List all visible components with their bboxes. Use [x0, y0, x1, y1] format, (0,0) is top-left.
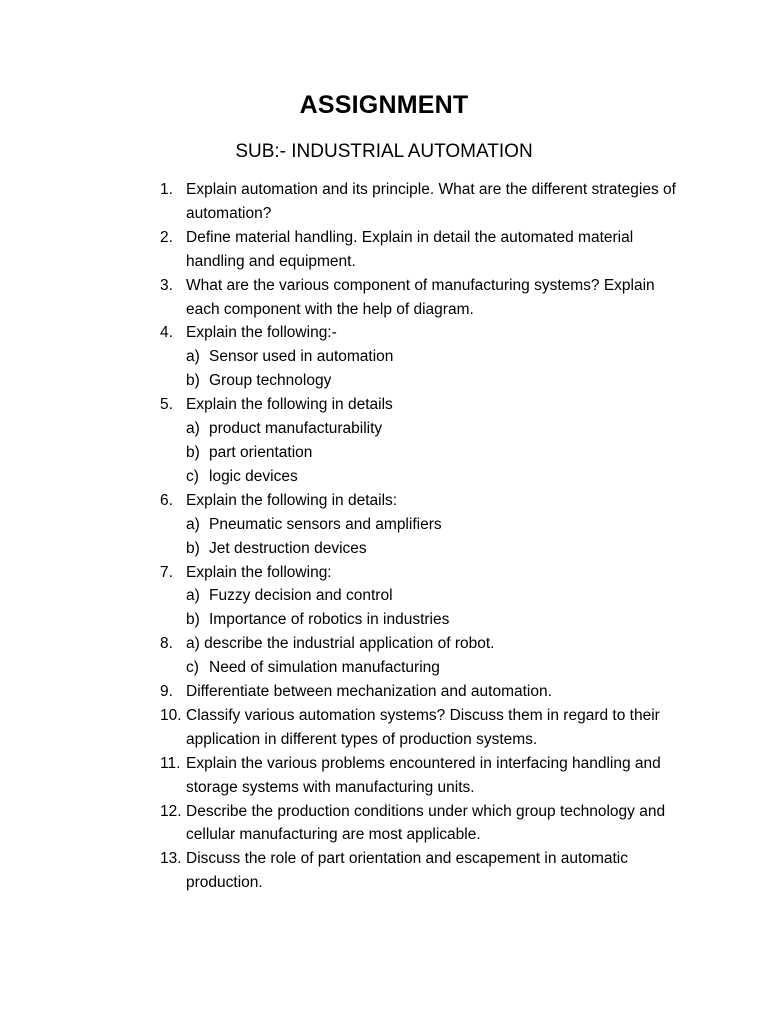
question-item	[160, 489, 690, 513]
question-item	[160, 752, 690, 800]
sub-question-letter: b)	[186, 611, 200, 629]
question-item	[160, 226, 690, 274]
sub-question-letter: c)	[186, 659, 199, 677]
question-list	[160, 178, 690, 895]
sub-question-letter: a)	[186, 420, 200, 438]
question-item	[160, 274, 690, 322]
question-number: 10.	[160, 706, 182, 724]
question-text: Define material handling. Explain in detail the automated material handling and equipment.	[186, 228, 634, 270]
question-text: a) describe the industrial application of robot.	[186, 635, 495, 653]
sub-question-letter: b)	[186, 539, 200, 557]
question-item	[160, 632, 690, 656]
sub-question-letter: a)	[186, 587, 200, 605]
sub-question-text: Fuzzy decision and control	[209, 587, 393, 605]
sub-question	[160, 656, 690, 680]
question-number: 12.	[160, 802, 182, 820]
sub-question	[160, 465, 690, 489]
question-text: Explain the following in details:	[186, 491, 398, 509]
sub-question-letter: a)	[186, 515, 200, 533]
sub-question-letter: b)	[186, 372, 200, 390]
page-title: ASSIGNMENT	[299, 91, 469, 119]
question-text: What are the various component of manufacturing systems? Explain each component with the help of diagram.	[186, 276, 655, 318]
sub-question	[160, 345, 690, 369]
question-text: Explain the following in details	[186, 396, 393, 414]
sub-question	[160, 369, 690, 393]
sub-question-text: Jet destruction devices	[209, 539, 367, 557]
sub-question-text: Need of simulation manufacturing	[209, 659, 440, 677]
question-number: 5.	[160, 396, 173, 414]
sub-question-letter: c)	[186, 467, 199, 485]
sub-question	[160, 608, 690, 632]
question-number: 11.	[160, 754, 181, 772]
sub-question-text: part orientation	[209, 443, 313, 461]
question-number: 1.	[160, 181, 173, 198]
sub-question-text: logic devices	[209, 467, 298, 485]
question-text: Explain the following:-	[186, 324, 337, 342]
sub-question-text: Sensor used in automation	[209, 348, 394, 366]
sub-question-letter: b)	[186, 443, 200, 461]
question-item	[160, 847, 690, 895]
question-number: 8.	[160, 635, 173, 653]
question-number: 4.	[160, 324, 173, 342]
sub-question	[160, 537, 690, 561]
question-item	[160, 680, 690, 704]
sub-question-text: Group technology	[209, 372, 332, 390]
question-item	[160, 321, 690, 345]
sub-question	[160, 417, 690, 441]
question-number: 6.	[160, 491, 173, 509]
question-item	[160, 800, 690, 848]
question-text: Classify various automation systems? Discuss them in regard to their application in different types of production systems.	[186, 706, 660, 748]
question-text: Differentiate between mechanization and automation.	[186, 683, 552, 701]
question-number: 3.	[160, 276, 173, 294]
question-text: Explain automation and its principle. What are the different strategies of automation?	[186, 181, 676, 222]
sub-question-text: product manufacturability	[209, 420, 383, 438]
sub-question-letter: a)	[186, 348, 200, 366]
question-number: 7.	[160, 563, 173, 581]
sub-question-text: Pneumatic sensors and amplifiers	[209, 515, 442, 533]
question-number: 13.	[160, 850, 182, 868]
question-number: 2.	[160, 228, 173, 246]
question-item	[160, 178, 690, 226]
question-number: 9.	[160, 683, 173, 701]
question-item	[160, 393, 690, 417]
sub-question	[160, 513, 690, 537]
sub-question-text: Importance of robotics in industries	[209, 611, 450, 629]
question-item	[160, 561, 690, 585]
subject-heading: SUB:- INDUSTRIAL AUTOMATION	[235, 141, 533, 162]
question-text: Explain the following:	[186, 563, 332, 581]
question-text: Describe the production conditions under which group technology and cellular manufacturing are most applicable.	[186, 802, 666, 844]
question-text: Explain the various problems encountered in interfacing handling and storage systems with manufacturing units.	[186, 754, 661, 796]
sub-question	[160, 441, 690, 465]
question-item	[160, 704, 690, 752]
sub-question	[160, 584, 690, 608]
question-text: Discuss the role of part orientation and escapement in automatic production.	[186, 850, 628, 892]
